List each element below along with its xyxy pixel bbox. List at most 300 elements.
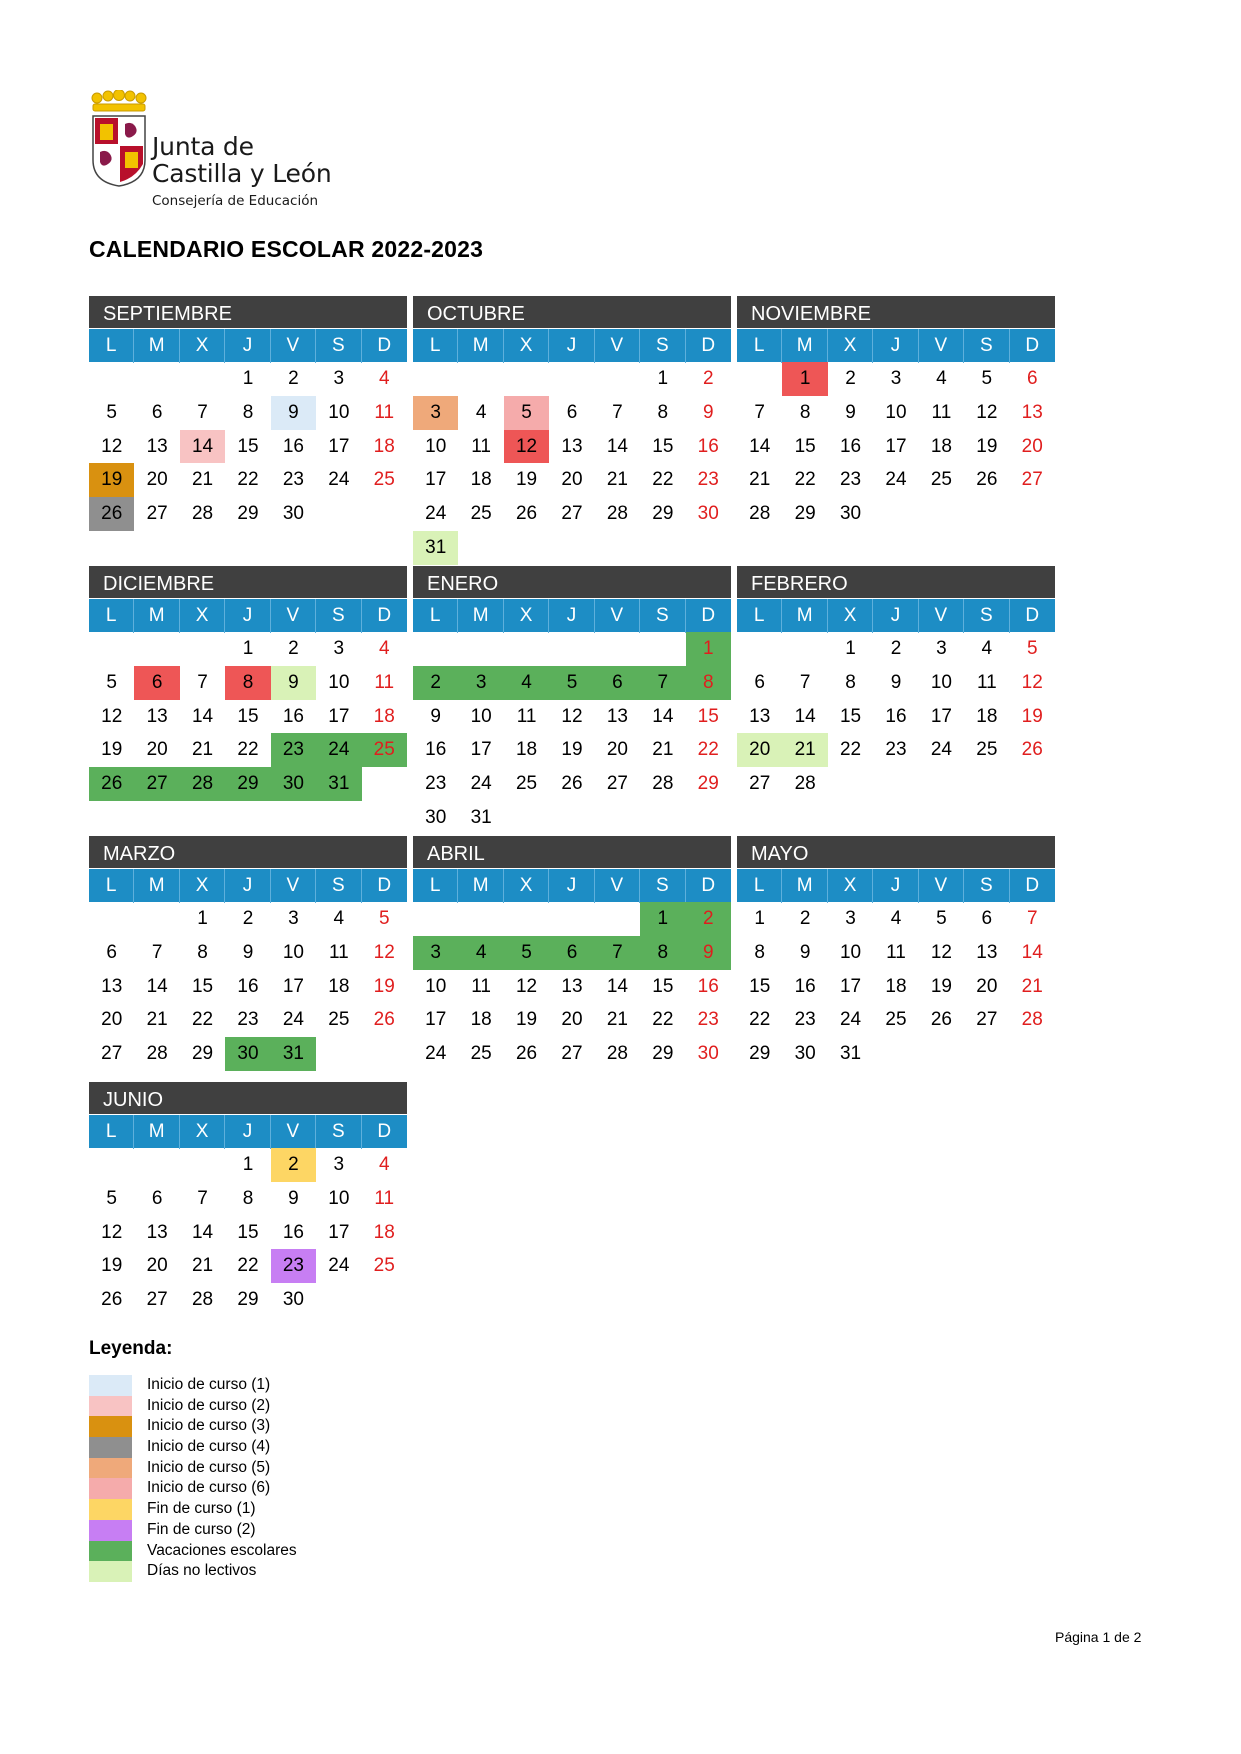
day-cell: 3 <box>936 638 947 659</box>
empty-cell <box>134 362 179 396</box>
day-cell: 15 <box>794 435 816 457</box>
month-enero <box>413 566 731 835</box>
empty-cell <box>595 362 640 396</box>
day-cell: 27 <box>561 503 583 525</box>
day-cell: 21 <box>146 1009 168 1031</box>
weekday-label: L <box>737 869 782 903</box>
day-cell: 8 <box>197 941 208 963</box>
day-cell: 10 <box>328 671 350 693</box>
weekday-label: X <box>504 869 549 903</box>
day-cell: 20 <box>146 469 168 491</box>
day-cell: 29 <box>225 767 270 801</box>
day-cell: 1 <box>657 368 669 389</box>
day-cell: 5 <box>981 368 993 389</box>
empty-cell <box>413 632 458 666</box>
day-cell: 19 <box>373 975 395 997</box>
day-cell: 7 <box>612 401 623 423</box>
day-cell: 1 <box>754 908 765 929</box>
day-cell: 22 <box>652 1009 674 1031</box>
day-cell: 31 <box>271 1037 316 1071</box>
day-cell: 1 <box>782 362 827 396</box>
day-cell: 26 <box>1021 739 1043 761</box>
empty-cell <box>89 362 134 396</box>
day-cell: 30 <box>697 503 719 525</box>
day-cell: 25 <box>328 1009 350 1031</box>
days-grid <box>413 362 731 565</box>
day-cell: 20 <box>606 739 628 761</box>
day-cell: 26 <box>515 1043 538 1065</box>
day-cell: 22 <box>652 469 674 491</box>
weekday-label: X <box>828 329 873 363</box>
day-cell: 19 <box>561 739 583 761</box>
days-grid <box>413 902 731 1071</box>
day-cell: 1 <box>242 638 254 659</box>
day-cell: 9 <box>799 941 811 963</box>
day-cell: 12 <box>515 975 538 997</box>
day-cell: 12 <box>504 430 549 464</box>
day-cell: 14 <box>606 975 628 997</box>
day-cell: 24 <box>282 1009 304 1031</box>
day-cell: 30 <box>282 503 304 525</box>
days-grid <box>89 632 407 801</box>
day-cell: 17 <box>470 739 492 761</box>
day-cell: 18 <box>885 975 907 997</box>
day-cell: 24 <box>470 773 492 795</box>
day-cell: 7 <box>151 941 163 963</box>
day-cell: 30 <box>839 503 862 525</box>
day-cell: 22 <box>191 1009 214 1031</box>
day-cell: 17 <box>930 705 952 727</box>
page-title: CALENDARIO ESCOLAR 2022-2023 <box>89 236 484 262</box>
days-grid <box>89 902 407 1071</box>
days-grid <box>413 632 731 835</box>
day-cell: 14 <box>180 430 225 464</box>
day-cell: 2 <box>288 638 299 659</box>
day-cell: 11 <box>471 975 491 997</box>
day-cell: 6 <box>549 936 594 970</box>
day-cell: 27 <box>561 1043 583 1065</box>
month-mayo <box>737 836 1055 1071</box>
day-cell: 11 <box>931 401 952 423</box>
day-cell: 25 <box>362 733 407 767</box>
empty-cell <box>180 362 225 396</box>
day-cell: 4 <box>458 936 503 970</box>
day-cell: 4 <box>504 666 549 700</box>
day-cell: 8 <box>686 666 731 700</box>
day-cell: 23 <box>282 469 304 491</box>
day-cell: 7 <box>1026 908 1038 929</box>
day-cell: 12 <box>930 941 952 963</box>
empty-cell <box>504 902 549 936</box>
day-cell: 18 <box>470 469 492 491</box>
day-cell: 12 <box>101 1221 123 1243</box>
coat-of-arms-icon <box>89 90 149 190</box>
day-cell: 23 <box>839 469 862 491</box>
day-cell: 13 <box>146 705 168 727</box>
junta-logo <box>89 90 364 210</box>
day-cell: 8 <box>657 401 669 423</box>
weekday-header-row <box>737 329 1055 362</box>
day-cell: 27 <box>134 767 179 801</box>
legend-swatch <box>89 1416 132 1437</box>
day-cell: 26 <box>101 1289 123 1311</box>
day-cell: 4 <box>333 908 345 929</box>
day-cell: 5 <box>378 908 390 929</box>
weekday-label: M <box>134 1115 179 1149</box>
day-cell: 10 <box>930 671 952 693</box>
day-cell: 9 <box>430 705 441 727</box>
day-cell: 12 <box>976 401 998 423</box>
month-septiembre <box>89 296 407 531</box>
days-grid <box>737 632 1055 801</box>
empty-cell <box>737 632 782 666</box>
day-cell: 26 <box>561 773 583 795</box>
day-cell: 24 <box>328 469 350 491</box>
weekday-label: X <box>180 329 225 363</box>
day-cell: 16 <box>425 739 447 761</box>
weekday-label: S <box>640 869 685 903</box>
day-cell: 9 <box>890 671 902 693</box>
month-header: ABRIL <box>413 836 731 869</box>
day-cell: 3 <box>333 638 345 659</box>
day-cell: 19 <box>101 1255 123 1277</box>
empty-cell <box>504 362 549 396</box>
day-cell: 2 <box>413 666 458 700</box>
day-cell: 5 <box>549 666 594 700</box>
month-octubre <box>413 296 731 565</box>
day-cell: 23 <box>697 1009 719 1031</box>
legend-items <box>89 1375 297 1582</box>
day-cell: 6 <box>566 401 578 423</box>
day-cell: 4 <box>936 368 947 389</box>
empty-cell <box>595 632 640 666</box>
day-cell: 14 <box>1021 941 1043 963</box>
day-cell: 21 <box>191 739 214 761</box>
day-cell: 6 <box>151 401 163 423</box>
day-cell: 4 <box>378 638 390 659</box>
day-cell: 20 <box>146 1255 168 1277</box>
day-cell: 2 <box>288 368 299 389</box>
day-cell: 14 <box>191 705 214 727</box>
day-cell: 15 <box>237 435 259 457</box>
day-cell: 15 <box>237 1221 259 1243</box>
empty-cell <box>89 632 134 666</box>
day-cell: 9 <box>288 1187 299 1209</box>
empty-cell <box>413 362 458 396</box>
legend-label: Inicio de curso (3) <box>147 1417 271 1435</box>
day-cell: 10 <box>839 941 862 963</box>
legend-item-ic4 <box>89 1437 271 1458</box>
legend-title: Leyenda: <box>89 1338 173 1359</box>
day-cell: 26 <box>373 1009 395 1031</box>
empty-cell <box>89 902 134 936</box>
legend-item-fc1 <box>89 1499 256 1520</box>
day-cell: 2 <box>799 908 811 929</box>
day-cell: 10 <box>328 401 350 423</box>
weekday-label: M <box>782 329 827 363</box>
day-cell: 5 <box>504 936 549 970</box>
weekday-label: D <box>701 605 716 626</box>
legend-label: Inicio de curso (6) <box>147 1479 271 1497</box>
legend-swatch <box>89 1437 132 1458</box>
day-cell: 16 <box>885 705 907 727</box>
day-cell: 25 <box>885 1009 907 1031</box>
legend <box>89 1338 297 1582</box>
day-cell: 18 <box>930 435 952 457</box>
legend-item-vac <box>89 1541 297 1562</box>
weekday-header-row <box>737 599 1055 632</box>
empty-cell <box>549 362 594 396</box>
day-cell: 13 <box>561 975 583 997</box>
day-cell: 28 <box>606 503 628 525</box>
weekday-label: D <box>1025 605 1040 626</box>
weekday-label: X <box>504 329 549 363</box>
weekday-header-row <box>89 869 407 902</box>
weekday-label: S <box>964 329 1009 363</box>
day-cell: 13 <box>1021 401 1043 423</box>
day-cell: 28 <box>191 503 214 525</box>
day-cell: 26 <box>89 497 134 531</box>
day-cell: 9 <box>271 396 316 430</box>
day-cell: 30 <box>282 1289 304 1311</box>
days-grid <box>737 902 1055 1071</box>
day-cell: 2 <box>686 902 731 936</box>
day-cell: 20 <box>561 1009 583 1031</box>
legend-item-ic1 <box>89 1375 271 1396</box>
empty-cell <box>458 632 503 666</box>
day-cell: 3 <box>845 908 856 929</box>
weekday-label: S <box>964 869 1009 903</box>
weekday-label: M <box>458 599 503 633</box>
weekday-header-row <box>737 869 1055 902</box>
weekday-label: J <box>549 869 594 903</box>
day-cell: 7 <box>595 936 640 970</box>
day-cell: 26 <box>930 1009 952 1031</box>
weekday-label: J <box>225 599 270 633</box>
day-cell: 25 <box>470 1043 492 1065</box>
day-cell: 20 <box>976 975 998 997</box>
department-name: Consejería de Educación <box>152 193 319 209</box>
day-cell: 22 <box>237 1255 259 1277</box>
month-junio <box>89 1082 407 1317</box>
day-cell: 12 <box>1021 671 1043 693</box>
day-cell: 15 <box>749 975 771 997</box>
day-cell: 6 <box>134 666 179 700</box>
weekday-label: L <box>413 599 458 633</box>
day-cell: 6 <box>151 1187 163 1209</box>
weekday-label: D <box>1025 335 1040 356</box>
weekday-label: X <box>504 599 549 633</box>
empty-cell <box>134 632 179 666</box>
month-header: ENERO <box>413 566 731 599</box>
day-cell: 16 <box>282 1221 304 1243</box>
day-cell: 3 <box>413 396 458 430</box>
day-cell: 16 <box>697 975 719 997</box>
legend-swatch <box>89 1561 132 1582</box>
day-cell: 30 <box>425 806 447 828</box>
day-cell: 25 <box>373 1255 395 1277</box>
weekday-label: M <box>782 869 827 903</box>
day-cell: 17 <box>839 975 862 997</box>
day-cell: 26 <box>89 767 134 801</box>
weekday-header-row <box>413 599 731 632</box>
day-cell: 6 <box>754 671 765 693</box>
day-cell: 10 <box>328 1187 350 1209</box>
weekday-label: M <box>134 599 179 633</box>
weekday-label: D <box>701 875 716 896</box>
empty-cell <box>595 902 640 936</box>
day-cell: 8 <box>799 401 811 423</box>
day-cell: 18 <box>328 975 350 997</box>
legend-item-ic2 <box>89 1396 271 1417</box>
day-cell: 5 <box>106 401 117 423</box>
day-cell: 14 <box>191 1221 214 1243</box>
day-cell: 7 <box>197 671 208 693</box>
day-cell: 28 <box>652 773 674 795</box>
day-cell: 31 <box>470 806 492 828</box>
day-cell: 10 <box>282 941 304 963</box>
day-cell: 13 <box>101 975 123 997</box>
day-cell: 18 <box>373 705 395 727</box>
empty-cell <box>458 902 503 936</box>
day-cell: 6 <box>595 666 640 700</box>
day-cell: 17 <box>328 435 350 457</box>
weekday-label: J <box>225 329 270 363</box>
day-cell: 8 <box>845 671 856 693</box>
day-cell: 3 <box>333 368 345 389</box>
brand-line-2: Castilla y León <box>152 159 332 188</box>
day-cell: 13 <box>146 1221 168 1243</box>
day-cell: 31 <box>839 1043 862 1065</box>
day-cell: 30 <box>271 767 316 801</box>
month-marzo <box>89 836 407 1071</box>
day-cell: 22 <box>794 469 816 491</box>
weekday-label: V <box>271 869 316 903</box>
day-cell: 18 <box>373 1221 395 1243</box>
day-cell: 6 <box>1026 368 1038 389</box>
day-cell: 29 <box>749 1043 771 1065</box>
weekday-label: X <box>828 869 873 903</box>
weekday-label: M <box>458 329 503 363</box>
weekday-label: X <box>180 869 225 903</box>
legend-label: Inicio de curso (2) <box>147 1396 271 1414</box>
day-cell: 1 <box>242 1154 254 1175</box>
weekday-label: V <box>919 329 964 363</box>
month-header: MARZO <box>89 836 407 869</box>
day-cell: 7 <box>197 1187 208 1209</box>
weekday-label: D <box>377 605 392 626</box>
day-cell: 27 <box>1021 469 1043 491</box>
weekday-label: J <box>225 869 270 903</box>
day-cell: 1 <box>242 368 254 389</box>
weekday-label: V <box>271 1115 316 1149</box>
weekday-header-row <box>89 1115 407 1148</box>
day-cell: 16 <box>839 435 862 457</box>
day-cell: 21 <box>652 739 674 761</box>
day-cell: 10 <box>425 435 447 457</box>
weekday-label: V <box>919 599 964 633</box>
day-cell: 12 <box>101 435 123 457</box>
day-cell: 13 <box>749 705 771 727</box>
day-cell: 1 <box>197 908 208 929</box>
weekday-label: S <box>640 329 685 363</box>
day-cell: 27 <box>749 773 771 795</box>
day-cell: 20 <box>101 1009 123 1031</box>
days-grid <box>89 1148 407 1317</box>
legend-swatch <box>89 1541 132 1562</box>
day-cell: 5 <box>106 671 117 693</box>
day-cell: 3 <box>890 368 902 389</box>
weekday-label: J <box>873 599 918 633</box>
day-cell: 19 <box>1021 705 1043 727</box>
day-cell: 16 <box>697 435 719 457</box>
legend-swatch <box>89 1458 132 1479</box>
legend-swatch <box>89 1478 132 1499</box>
day-cell: 22 <box>237 469 259 491</box>
weekday-header-row <box>413 869 731 902</box>
day-cell: 23 <box>794 1009 816 1031</box>
weekday-label: L <box>89 599 134 633</box>
day-cell: 30 <box>697 1043 719 1065</box>
weekday-label: L <box>737 599 782 633</box>
weekday-label: X <box>828 599 873 633</box>
day-cell: 3 <box>458 666 503 700</box>
day-cell: 29 <box>794 503 816 525</box>
day-cell: 28 <box>1021 1009 1043 1031</box>
day-cell: 21 <box>1021 975 1043 997</box>
day-cell: 18 <box>515 739 538 761</box>
day-cell: 27 <box>146 503 168 525</box>
month-febrero <box>737 566 1055 801</box>
day-cell: 20 <box>1021 435 1043 457</box>
day-cell: 1 <box>686 632 731 666</box>
day-cell: 10 <box>470 705 492 727</box>
empty-cell <box>640 632 685 666</box>
weekday-label: S <box>316 1115 361 1149</box>
weekday-label: V <box>919 869 964 903</box>
day-cell: 23 <box>237 1009 259 1031</box>
day-cell: 30 <box>794 1043 816 1065</box>
day-cell: 14 <box>606 435 628 457</box>
day-cell: 15 <box>839 705 862 727</box>
weekday-header-row <box>89 329 407 362</box>
day-cell: 18 <box>976 705 998 727</box>
day-cell: 17 <box>425 469 447 491</box>
day-cell: 29 <box>652 503 674 525</box>
days-grid <box>89 362 407 531</box>
legend-item-ic3 <box>89 1416 271 1437</box>
empty-cell <box>89 1148 134 1182</box>
day-cell: 6 <box>981 908 993 929</box>
day-cell: 24 <box>930 739 952 761</box>
day-cell: 24 <box>839 1009 862 1031</box>
day-cell: 28 <box>794 773 816 795</box>
day-cell: 24 <box>425 1043 447 1065</box>
weekday-label: X <box>180 599 225 633</box>
day-cell: 6 <box>106 941 117 963</box>
weekday-label: D <box>377 875 392 896</box>
day-cell: 28 <box>180 767 225 801</box>
day-cell: 9 <box>242 941 254 963</box>
day-cell: 24 <box>328 1255 350 1277</box>
weekday-label: L <box>89 329 134 363</box>
day-cell: 27 <box>606 773 628 795</box>
day-cell: 29 <box>652 1043 674 1065</box>
day-cell: 8 <box>242 1187 254 1209</box>
weekday-label: L <box>413 329 458 363</box>
legend-swatch <box>89 1499 132 1520</box>
legend-item-ic6 <box>89 1478 271 1499</box>
